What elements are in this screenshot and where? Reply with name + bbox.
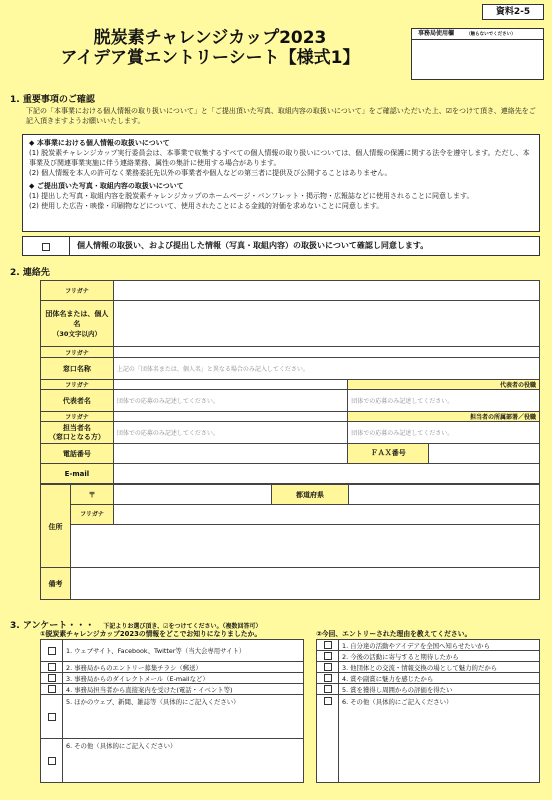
address-furigana-input[interactable] xyxy=(113,504,540,525)
group-name-limit: （30文字以内） xyxy=(52,330,101,338)
q2-title: ②今回、エントリーされた理由を教えてください。 xyxy=(316,630,472,638)
q2-option-5: 5. 賞を獲得し周囲からの評価を得たい xyxy=(339,684,540,695)
address-block xyxy=(40,484,540,568)
q2-option-1: 1. 自分達の活動やアイデアを全国へ知らせたいから xyxy=(339,640,540,651)
address-label: 住所 xyxy=(40,484,71,568)
person-name-input[interactable]: 団体での応募のみ記述してください。 xyxy=(113,422,347,444)
q1-option-6[interactable]: 6. その他（具体的にご記入ください） xyxy=(63,739,304,783)
group-name-label xyxy=(41,301,114,347)
q1-checkbox-2[interactable] xyxy=(48,663,56,671)
agreement-checkbox[interactable] xyxy=(42,243,50,251)
furigana-label: フリガナ xyxy=(41,281,114,301)
q1-checkbox-6[interactable] xyxy=(48,757,56,765)
office-use-box xyxy=(411,28,544,80)
window-furigana-input[interactable] xyxy=(113,347,539,358)
q1-option-2: 2. 事務局からのエントリー募集チラシ（郵送） xyxy=(63,662,304,673)
section-1-heading: 1. 重要事項のご確認 xyxy=(10,95,95,105)
notes-input[interactable] xyxy=(70,567,540,600)
prefecture-label: 都道府県 xyxy=(271,484,349,505)
q1-checkbox-4[interactable] xyxy=(48,685,56,693)
person-name-sub: （窓口となる方） xyxy=(48,432,105,441)
fax-label: ＦＡＸ番号 xyxy=(348,444,429,463)
phone-label: 電話番号 xyxy=(41,444,114,464)
title-line-1: 脱炭素チャレンジカップ2023 xyxy=(93,28,327,48)
rep-name-input[interactable]: 団体での応募のみ記述してください。 xyxy=(113,390,347,412)
window-name-label: 窓口名称 xyxy=(41,358,114,380)
rep-furigana-input[interactable] xyxy=(113,380,347,390)
photo-terms-title: ◆ ご提出頂いた写真・取組内容の取扱いについて xyxy=(29,182,184,190)
agreement-label: 個人情報の取扱い、および提出した情報（写真・取組内容）の取扱いについて確認し同意します。 xyxy=(77,241,429,250)
prefecture-input[interactable] xyxy=(348,484,540,505)
photo-item-1: (1) 提出した写真・取組内容を脱炭素チャレンジカップのホームページ・パンフレット・掲示物・広報誌などに使用されることに同意します。 xyxy=(29,192,474,200)
address-furigana-label: フリガナ xyxy=(70,504,114,525)
email-label: E-mail xyxy=(41,464,114,484)
document-tag: 資料2-5 xyxy=(482,4,544,20)
rep-title-label: 代表者の役職 xyxy=(348,380,540,390)
title-line-2: アイデア賞エントリーシート【様式1】 xyxy=(60,48,360,68)
section-3-heading: 3. アンケート・・・ xyxy=(10,621,95,631)
q1-option-3: 3. 事務局からのダイレクトメール（E-mailなど） xyxy=(63,673,304,684)
q2-checkbox-5[interactable] xyxy=(324,685,332,693)
q2-checkbox-4[interactable] xyxy=(324,674,332,682)
section-2-heading: 2. 連絡先 xyxy=(10,268,50,278)
privacy-item-1: (1) 脱炭素チャレンジカップ実行委員会は、本事業で収集するすべての個人情報の取り扱いについては、個人情報の保護に関する法令を遵守します。ただし、本事業及び関連事業実施に伴う連絡業務、属性の集計に使用する場合があります。 xyxy=(29,149,530,167)
privacy-item-2: (2) 個人情報を本人の許可なく業務委託先以外の事業者や個人などの第三者に提供及び公開することはありません。 xyxy=(29,169,392,177)
q2-option-2: 2. 今後の活動に寄与すると期待したから xyxy=(339,651,540,662)
group-furigana-input[interactable] xyxy=(113,281,539,301)
address-input[interactable] xyxy=(70,524,540,568)
q1-option-4: 4. 事務局担当者から直接案内を受けた(電話・イベント等) xyxy=(63,684,304,695)
office-use-label: 事務局使用欄 xyxy=(418,30,455,37)
notes-label: 備考 xyxy=(40,567,71,600)
postal-label: 〒 xyxy=(70,484,114,505)
q2-checkbox-6[interactable] xyxy=(324,697,332,705)
photo-item-2: (2) 使用した広告・映像・印刷物などについて、使用されたことによる金銭的対価を求めないことに同意します。 xyxy=(29,202,384,210)
group-name-text: 団体名または、個人名 xyxy=(45,310,109,328)
q1-checkbox-1[interactable] xyxy=(48,647,56,655)
person-dept-label: 担当者の所属部署／役職 xyxy=(348,412,540,422)
q1-option-5[interactable]: 5. ほかのウェブ、新聞、雑誌等（具体的にご記入ください） xyxy=(63,695,304,739)
furigana-label: フリガナ xyxy=(41,412,114,422)
group-name-input[interactable] xyxy=(113,301,539,347)
q1-checkbox-3[interactable] xyxy=(48,674,56,682)
window-name-input[interactable]: 上記の「団体名または、個人名」と異なる場合のみ記入してください。 xyxy=(113,358,539,380)
q2-checkbox-1[interactable] xyxy=(324,641,332,649)
notes-row xyxy=(40,567,540,600)
page-title xyxy=(40,28,380,69)
q1-checkbox-5[interactable] xyxy=(48,713,56,721)
privacy-title: ◆ 本事業における個人情報の取扱いについて xyxy=(29,139,170,147)
phone-input[interactable] xyxy=(113,444,347,464)
furigana-label: フリガナ xyxy=(41,347,114,358)
q2-option-6[interactable]: 6. その他（具体的にご記入ください） xyxy=(339,695,540,783)
rep-title-input[interactable]: 団体での応募のみ記述してください。 xyxy=(348,390,540,412)
q2-checkbox-3[interactable] xyxy=(324,663,332,671)
person-name-text: 担当者名 xyxy=(62,423,91,432)
q1-option-1: 1. ウェブサイト、Facebook、Twitter等（当大会専用サイト） xyxy=(63,640,304,662)
section-3-note: 下記よりお選び頂き、☑をつけてください。（複数回答可） xyxy=(103,623,262,630)
q2-checkbox-2[interactable] xyxy=(324,652,332,660)
postal-input[interactable] xyxy=(113,484,272,505)
privacy-terms-box xyxy=(22,134,540,232)
person-dept-input[interactable]: 団体での応募のみ記述してください。 xyxy=(348,422,540,444)
furigana-label: フリガナ xyxy=(41,380,114,390)
q1-title: ①脱炭素チャレンジカップ2023の情報をどこでお知りになりましたか。 xyxy=(40,630,262,638)
q1-options-table xyxy=(40,639,304,783)
q2-options-table xyxy=(316,639,540,783)
section-1-intro: 下記の「本事業における個人情報の取り扱いについて」と「ご提出頂いた写真、取組内容の取扱いについて」をご確認いただいた上、☑をつけて頂き、連絡先をご記入頂きますようお願いいたします。 xyxy=(26,107,536,125)
agreement-row xyxy=(22,236,540,256)
rep-name-label: 代表者名 xyxy=(41,390,114,412)
q2-option-3: 3. 他団体との交流・情報交換の場として魅力的だから xyxy=(339,662,540,673)
person-furigana-input[interactable] xyxy=(113,412,347,422)
fax-input[interactable] xyxy=(348,444,540,464)
q2-option-4: 4. 賞や副賞に魅力を感じたから xyxy=(339,673,540,684)
person-name-label xyxy=(41,422,114,444)
email-input[interactable] xyxy=(113,464,539,484)
contact-table xyxy=(40,280,540,484)
office-use-note: （触らないでください） xyxy=(466,32,516,37)
